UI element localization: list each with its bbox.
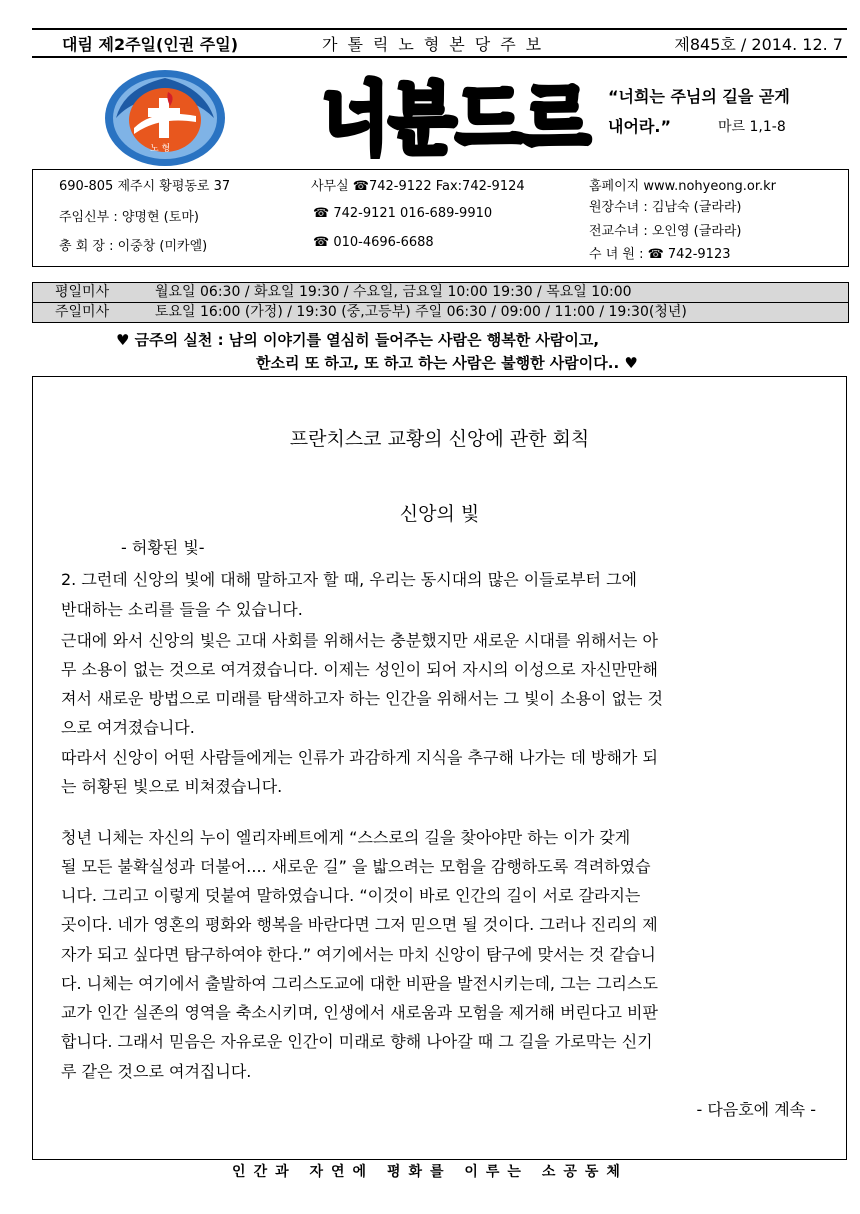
pastor: 주임신부 : 양명현 (토마) (59, 210, 199, 225)
parish-logo (104, 68, 226, 168)
practice-line2: 한소리 또 하고, 또 하고 하는 사람은 불행한 사람이다.. ♥ (256, 354, 638, 372)
continued-note: - 다음호에 계속 - (696, 1100, 816, 1119)
footer-slogan: 인간과 자연에 평화를 이루는 소공동체 (232, 1164, 628, 1180)
sister-mission: 전교수녀 : 오인영 (글라라) (589, 224, 742, 239)
article-line: 져서 새로운 방법으로 미래를 탐색하고자 하는 인간을 위해서는 그 빛이 소용이 없는 것 (61, 689, 663, 708)
article-section: - 허황된 빛- (121, 538, 205, 557)
article-line: 는 허황된 빛으로 비쳐졌습니다. (61, 777, 283, 796)
masthead-title (322, 74, 592, 165)
article-line: 루 같은 것으로 여겨집니다. (61, 1062, 252, 1081)
article-title: 프란치스코 교황의 신앙에 관한 회칙 (289, 428, 590, 450)
sunday-mass-label: 주일미사 (55, 304, 110, 320)
office-contact: 사무실 ☎742-9122 Fax:742-9124 (311, 179, 525, 194)
article-line: 곳이다. 네가 영혼의 평화와 행복을 바란다면 그저 믿으면 될 것이다. 그러나 진리의 제 (61, 915, 658, 934)
motto (608, 82, 848, 142)
sunday-mass-row (33, 302, 848, 322)
pastor-phone: ☎ 742-9121 016-689-9910 (313, 206, 493, 221)
address: 690-805 제주시 황평동로 37 (59, 179, 231, 194)
bulletin-name: 가톨릭노형본당주보 (322, 34, 552, 54)
article-line: 2. 그런데 신앙의 빛에 대해 말하고자 할 때, 우리는 동시대의 많은 이들로부터 그에 (61, 570, 637, 589)
article-line: 교가 인간 실존의 영역을 축소시키며, 인생에서 새로움과 모험을 제거해 버린다고 비판 (61, 1003, 658, 1022)
practice-line1: ♥ 금주의 실천 : 남의 이야기를 열심히 들어주는 사람은 행복한 사람이고, (116, 331, 600, 349)
article-line: 청년 니체는 자신의 누이 엘리자베트에게 “스스로의 길을 찾아야만 하는 이가 갖게 (61, 828, 631, 847)
logo-text: 노 형 (150, 144, 171, 154)
motto-reference: 마르 1,1-8 (718, 119, 786, 135)
liturgical-day: 대림 제2주일(인권 주일) (62, 34, 239, 54)
article-line: 무 소용이 없는 것으로 여겨졌습니다. 이제는 성인이 되어 자시의 이성으로 자신만만해 (61, 660, 658, 679)
weekday-mass-label: 평일미사 (55, 284, 110, 300)
masthead-title-text: 너분드르 (322, 75, 590, 165)
article-line: 될 모든 불확실성과 더불어.... 새로운 길” 을 밟으려는 모험을 감행하도록 격려하였습 (61, 857, 651, 876)
article-line: 으로 여겨졌습니다. (61, 718, 195, 737)
mass-schedule (32, 282, 849, 323)
president: 총 회 장 : 이중창 (미카엘) (59, 239, 208, 254)
article-box (32, 376, 847, 1160)
article-line: 근대에 와서 신앙의 빛은 고대 사회를 위해서는 충분했지만 새로운 시대를 위해서는 아 (61, 631, 658, 650)
article-line: 반대하는 소리를 들을 수 있습니다. (61, 600, 303, 619)
article-line: 니다. 그리고 이렇게 덧붙여 말하였습니다. “이것이 바로 인간의 길이 서로 갈라지는 (61, 886, 641, 905)
president-phone: ☎ 010-4696-6688 (313, 235, 434, 250)
sunday-mass-times: 토요일 16:00 (가정) / 19:30 (중,고등부) 주일 06:30 / 09:00 / 11:00 / 19:30(청년) (155, 304, 687, 320)
weekday-mass-row (33, 283, 848, 302)
header-bar (32, 28, 847, 58)
convent-phone: 수 녀 원 : ☎ 742-9123 (589, 247, 731, 262)
article-line: 다. 니체는 여기에서 출발하여 그리스도교에 대한 비판을 발전시키는데, 그는 그리스도 (61, 974, 658, 993)
homepage[interactable]: 홈페이지 www.nohyeong.or.kr (589, 179, 777, 194)
motto-line2: 내어라.” (608, 117, 671, 136)
motto-line1: “너희는 주님의 길을 곧게 (608, 87, 790, 106)
article-line: 합니다. 그래서 믿음은 자유로운 인간이 미래로 향해 나아갈 때 그 길을 가로막는 신기 (61, 1032, 653, 1051)
article-line: 자가 되고 싶다면 탐구하여야 한다.” 여기에서는 마치 신앙이 탐구에 맞서는 것 같습니 (61, 945, 656, 964)
parish-info (32, 169, 849, 267)
weekday-mass-times: 월요일 06:30 / 화요일 19:30 / 수요일, 금요일 10:00 19:30 / 목요일 10:00 (155, 284, 632, 300)
sister-head: 원장수녀 : 김남숙 (글라라) (589, 200, 742, 215)
issue-date: 제845호 / 2014. 12. 7 (674, 34, 843, 54)
article-subtitle: 신앙의 빛 (399, 503, 480, 525)
article-line: 따라서 신앙이 어떤 사람들에게는 인류가 과감하게 지식을 추구해 나가는 데 방해가 되 (61, 748, 658, 767)
